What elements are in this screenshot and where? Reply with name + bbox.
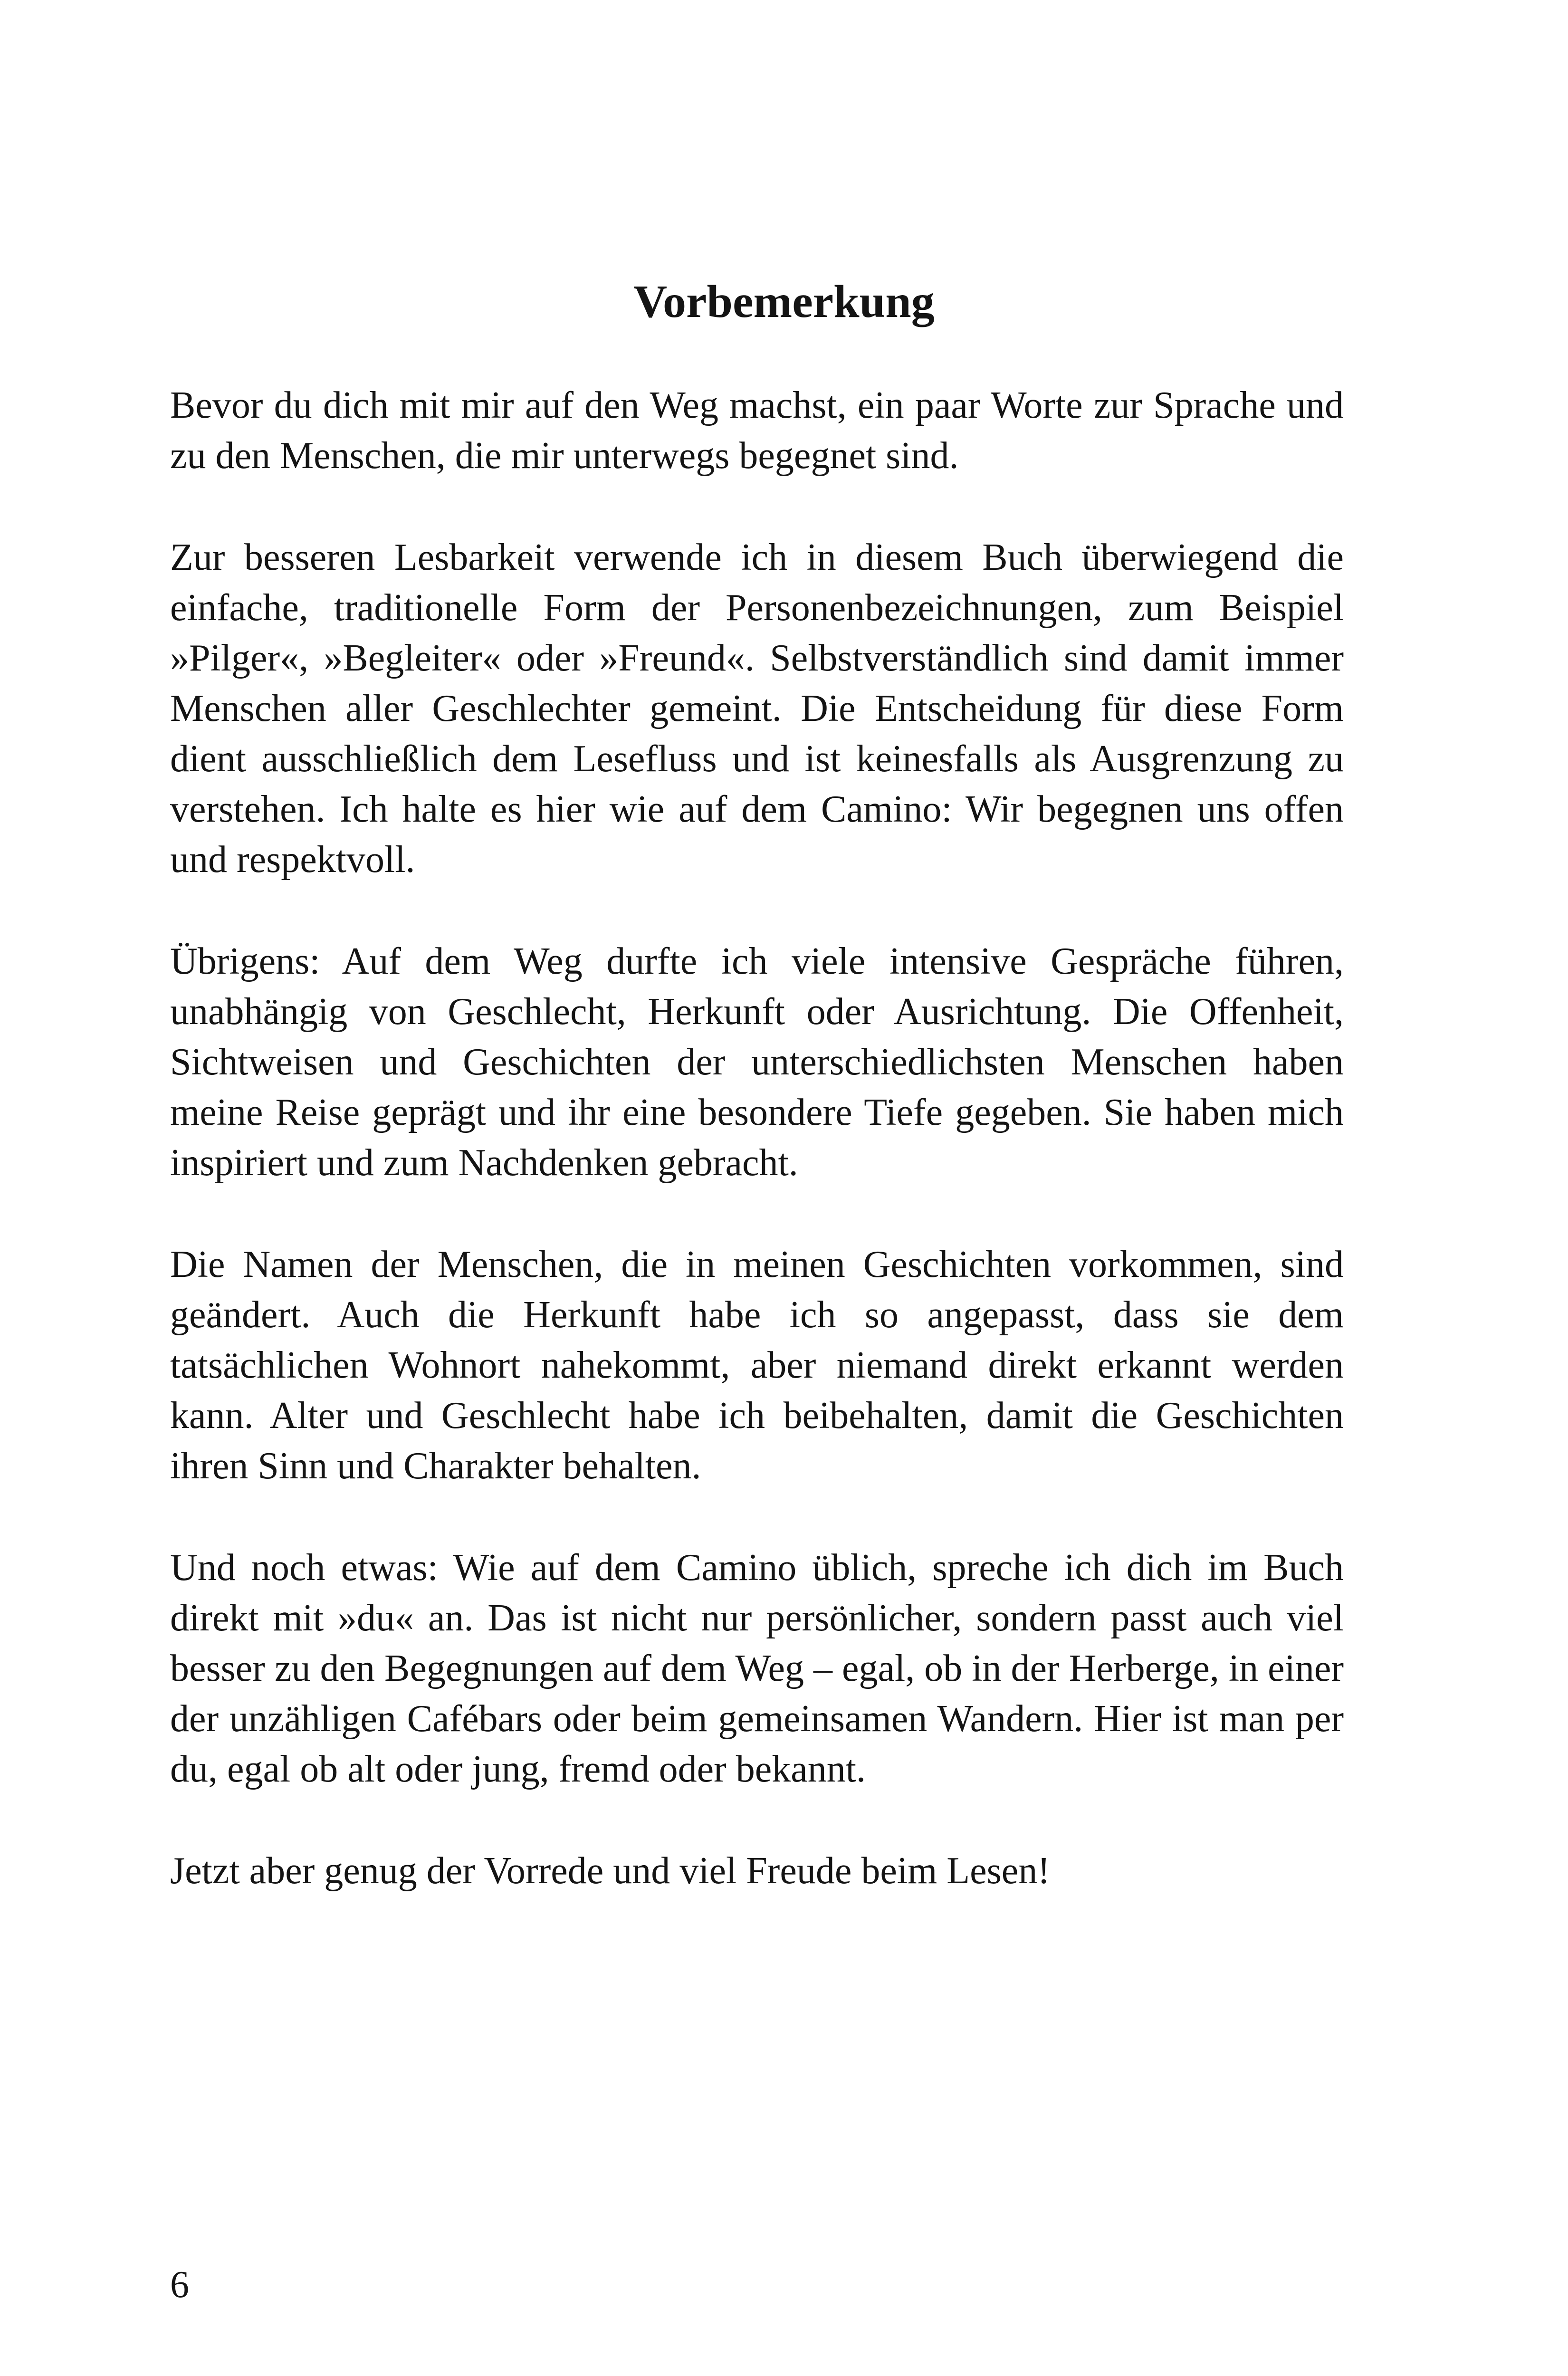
paragraph-names: Die Namen der Menschen, die in meinen Geschichten vorkommen, sind geändert. Auch die Herkunft habe ich so angepasst, dass sie dem tatsächlichen Wohnort nahekommt, aber niemand direkt erkannt werden kann. Alter und Geschlecht habe ich beibehalten, damit die Geschichten ihren Sinn und Charakter behalten. (170, 1244, 1344, 1487)
body-text (170, 380, 1344, 1947)
page-number: 6 (170, 2264, 189, 2306)
paragraph-language: Zur besseren Lesbarkeit verwende ich in diesem Buch überwiegend die einfache, traditionelle Form der Personenbezeichnungen, zum Beispiel »Pilger«, »Begleiter« oder »Freund«. Selbstverständlich sind damit immer Menschen aller Geschlechter gemeint. Die Entscheidung für diese Form dient ausschließlich dem Lesefluss und ist keinesfalls als Ausgrenzung zu verstehen. Ich halte es hier wie auf dem Camino: Wir begegnen uns offen und respektvoll. (170, 537, 1344, 881)
paragraph-intro: Bevor du dich mit mir auf den Weg machst, ein paar Worte zur Sprache und zu den Menschen, die mir unterwegs begegnet sind. (170, 384, 1344, 477)
paragraph-closing: Jetzt aber genug der Vorrede und viel Freude beim Lesen! (170, 1850, 1050, 1892)
page-title: Vorbemerkung (633, 276, 935, 327)
paragraph-conversations: Übrigens: Auf dem Weg durfte ich viele intensive Gespräche führen, unabhängig von Geschlecht, Herkunft oder Ausrichtung. Die Offenheit, Sichtweisen und Geschichten der unterschiedlichsten Menschen haben meine Reise geprägt und ihr eine besondere Tiefe gegeben. Sie haben mich inspiriert und zum Nachdenken gebracht. (170, 940, 1344, 1184)
paragraph-du-address: Und noch etwas: Wie auf dem Camino üblich, spreche ich dich im Buch direkt mit »du« an. Das ist nicht nur persönlicher, sondern passt auch viel besser zu den Begegnungen auf dem Weg – egal, ob in der Herberge, in einer der unzähligen Cafébars oder beim gemeinsamen Wandern. Hier ist man per du, egal ob alt oder jung, fremd oder bekannt. (170, 1547, 1344, 1790)
